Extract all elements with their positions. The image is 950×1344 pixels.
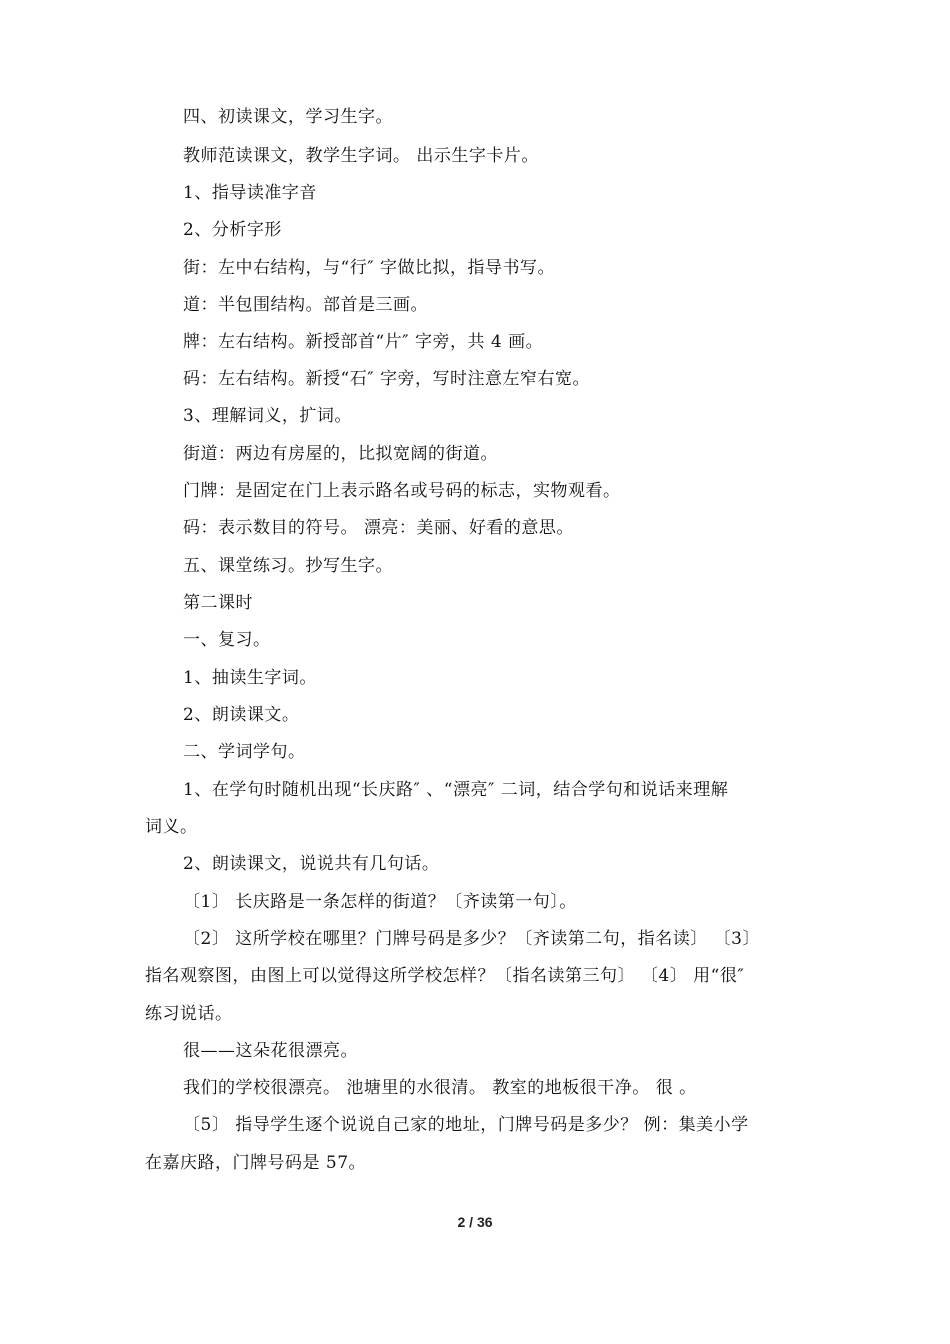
paragraph-line: 街道：两边有房屋的，比拟宽阔的街道。 — [183, 444, 498, 464]
paragraph-line: 道：半包围结构。部首是三画。 — [183, 295, 428, 315]
section-heading: 第二课时 — [183, 593, 253, 613]
paragraph-line: 在嘉庆路，门牌号码是 57。 — [145, 1153, 367, 1173]
paragraph-line: 教师范读课文，教学生字词。 出示生字卡片。 — [183, 146, 539, 166]
page-number: 2 / 36 — [457, 1214, 493, 1230]
section-heading: 五、课堂练习。抄写生字。 — [183, 556, 393, 576]
paragraph-line: 码：左右结构。新授“石″ 字旁，写时注意左窄右宽。 — [183, 369, 590, 389]
section-heading: 一、复习。 — [183, 630, 271, 650]
paragraph-line: 〔2〕 这所学校在哪里？门牌号码是多少？〔齐读第二句，指名读〕 〔3〕 — [183, 929, 760, 949]
paragraph-line: 练习说话。 — [145, 1004, 233, 1024]
paragraph-line: 码：表示数目的符号。 漂亮：美丽、好看的意思。 — [183, 518, 574, 538]
paragraph-line: 〔5〕 指导学生逐个说说自己家的地址，门牌号码是多少？ 例：集美小学 — [183, 1115, 749, 1135]
paragraph-line: 我们的学校很漂亮。 池塘里的水很清。 教室的地板很干净。 很 。 — [183, 1078, 697, 1098]
paragraph-line: 2、朗读课文，说说共有几句话。 — [183, 854, 440, 874]
list-item: 1、抽读生字词。 — [183, 668, 317, 688]
paragraph-line: 指名观察图，由图上可以觉得这所学校怎样？〔指名读第三句〕 〔4〕 用“很″ — [145, 966, 745, 986]
paragraph-line: 街：左中右结构，与“行″ 字做比拟，指导书写。 — [183, 258, 555, 278]
paragraph-line: 词义。 — [145, 817, 198, 837]
paragraph-line: 门牌：是固定在门上表示路名或号码的标志，实物观看。 — [183, 481, 621, 501]
paragraph-line: 〔1〕 长庆路是一条怎样的街道？〔齐读第一句〕。 — [183, 892, 577, 912]
list-item: 2、分析字形 — [183, 220, 282, 240]
list-item: 1、指导读准字音 — [183, 183, 317, 203]
paragraph-line: 1、在学句时随机出现“长庆路″ 、“漂亮″ 二词，结合学句和说话来理解 — [183, 780, 729, 800]
section-heading: 二、学词学句。 — [183, 742, 306, 762]
list-item: 2、朗读课文。 — [183, 705, 300, 725]
paragraph-line: 很——这朵花很漂亮。 — [183, 1041, 358, 1061]
list-item: 3、理解词义，扩词。 — [183, 406, 352, 426]
section-heading: 四、初读课文，学习生字。 — [183, 107, 393, 127]
paragraph-line: 牌：左右结构。新授部首“片″ 字旁，共 4 画。 — [183, 332, 544, 352]
